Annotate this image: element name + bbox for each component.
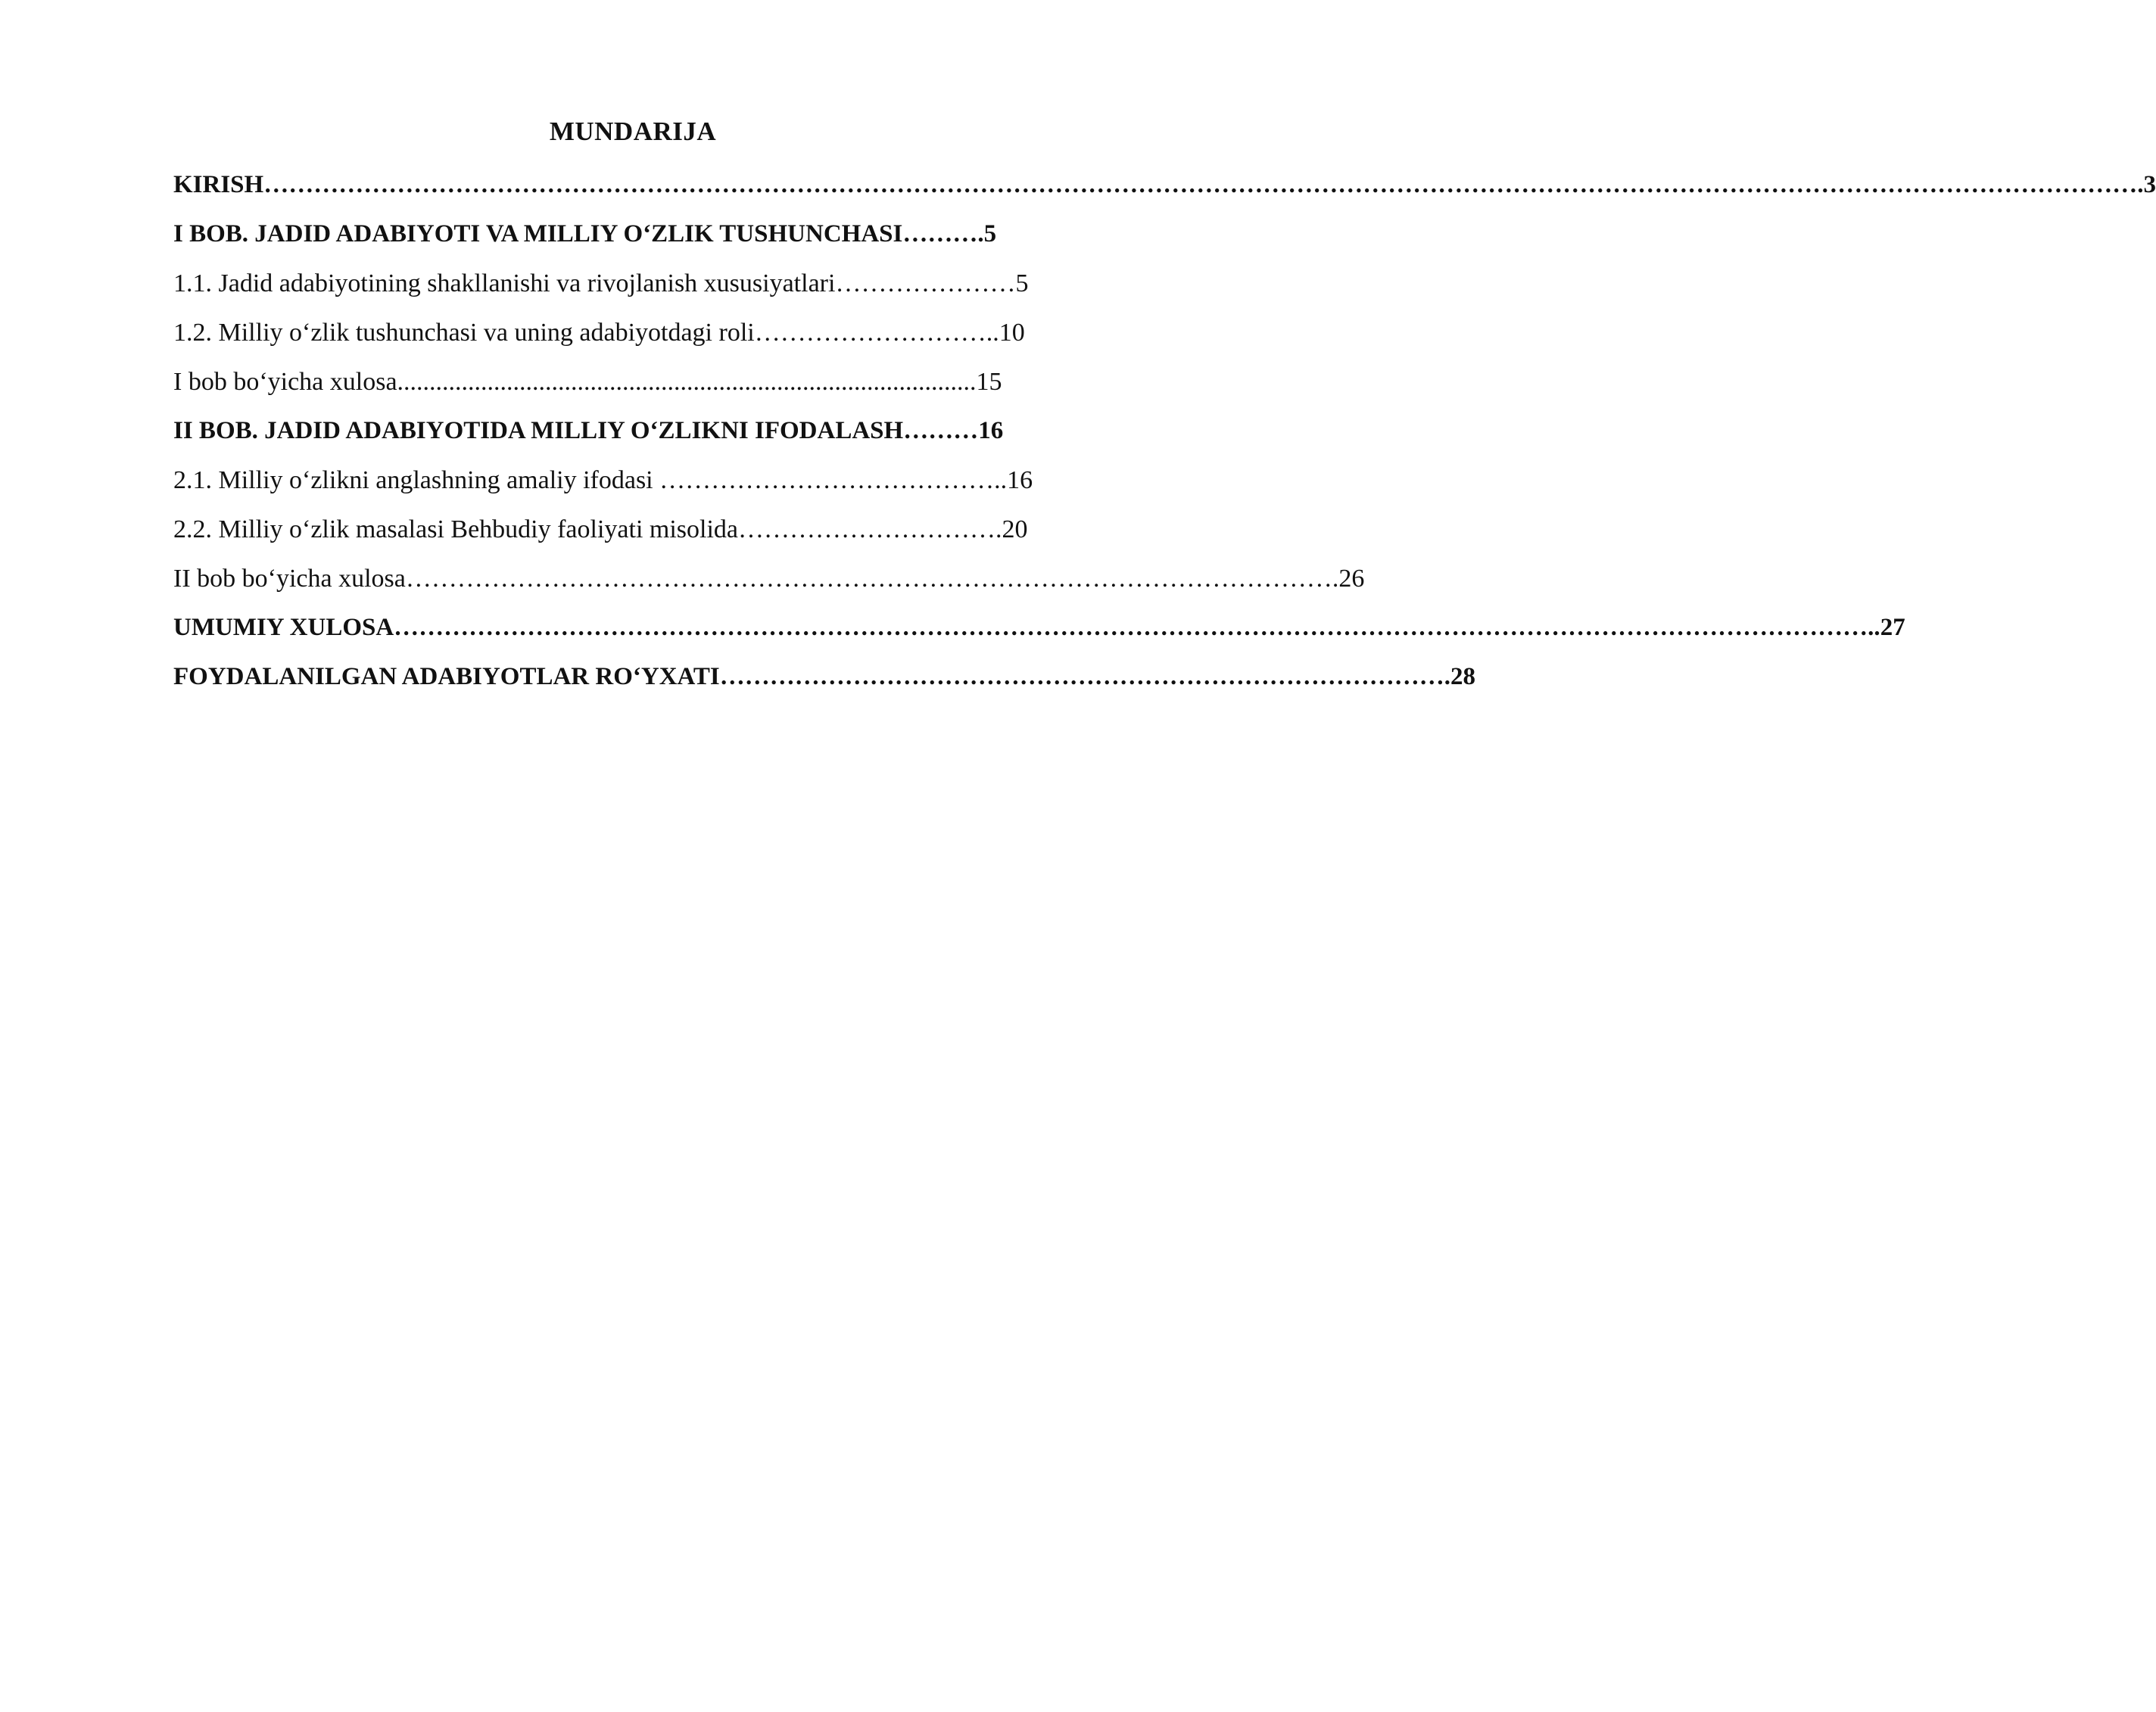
toc-entry-text: 2.1. Milliy o‘zlikni anglashning amaliy ifodasi ………………………………….. (173, 466, 1008, 494)
toc-entry-text: 1.2. Milliy o‘zlik tushunchasi va uning adabiyotdagi roli……………………….. (173, 319, 999, 347)
toc-entry-text: II BOB. JADID ADABIYOTIDA MILLIY O‘ZLIKNI IFODALASH……… (173, 417, 979, 444)
toc-entry-text: KIRISH………………………………………………………………………………………………………………………………………………………………………………………………………. (173, 171, 2144, 198)
toc-entry-page-number: 16 (978, 417, 1004, 444)
toc-entry-text: I bob bo‘yicha xulosa.......................................................................................... (173, 368, 977, 396)
toc-entry-text: I BOB. JADID ADABIYOTI VA MILLIY O‘ZLIK TUSHUNCHASI………. (173, 220, 984, 247)
toc-entry (173, 259, 1129, 308)
toc-entry-page-number: 10 (999, 319, 1025, 347)
toc-entry-text: FOYDALANILGAN ADABIYOTLAR RO‘YXATI……………………………………………………………………………. (173, 663, 1451, 690)
toc-entry (173, 406, 1129, 456)
toc-entry (173, 357, 1129, 406)
toc-entry-page-number: 27 (1880, 614, 1905, 641)
toc-entry (173, 210, 1129, 259)
toc-entry-page-number: 28 (1450, 663, 1476, 690)
toc-title: MUNDARIJA (549, 117, 717, 146)
toc-entry-page-number: 5 (1015, 269, 1029, 297)
toc-entry (173, 456, 1129, 505)
toc-entry-text: 2.2. Milliy o‘zlik masalasi Behbudiy faoliyati misolida…………………………. (173, 515, 1002, 543)
toc-entry (173, 505, 1129, 554)
toc-entry-text: 1.1. Jadid adabiyotining shakllanishi va rivojlanish xususiyatlari………………… (173, 269, 1016, 297)
toc-entry-text: II bob bo‘yicha xulosa………………………………………………………………………………………………. (173, 565, 1339, 593)
toc-entry (173, 160, 2156, 210)
toc-entry-page-number: 5 (983, 220, 997, 247)
toc-entry (173, 603, 1905, 652)
toc-entry-page-number: 3 (2143, 171, 2156, 198)
toc-entry-page-number: 15 (976, 368, 1002, 396)
toc-entry-text: UMUMIY XULOSA…………………………………………………………………………………………………………………………………………………………….. (173, 614, 1880, 641)
toc-entry-page-number: 20 (1002, 515, 1028, 543)
toc-entry (173, 652, 1476, 702)
toc-entry-page-number: 16 (1007, 466, 1033, 494)
toc-entry (173, 554, 1365, 603)
toc-entry-page-number: 26 (1338, 565, 1365, 593)
table-of-contents (173, 160, 2156, 702)
toc-entry (173, 308, 1129, 357)
